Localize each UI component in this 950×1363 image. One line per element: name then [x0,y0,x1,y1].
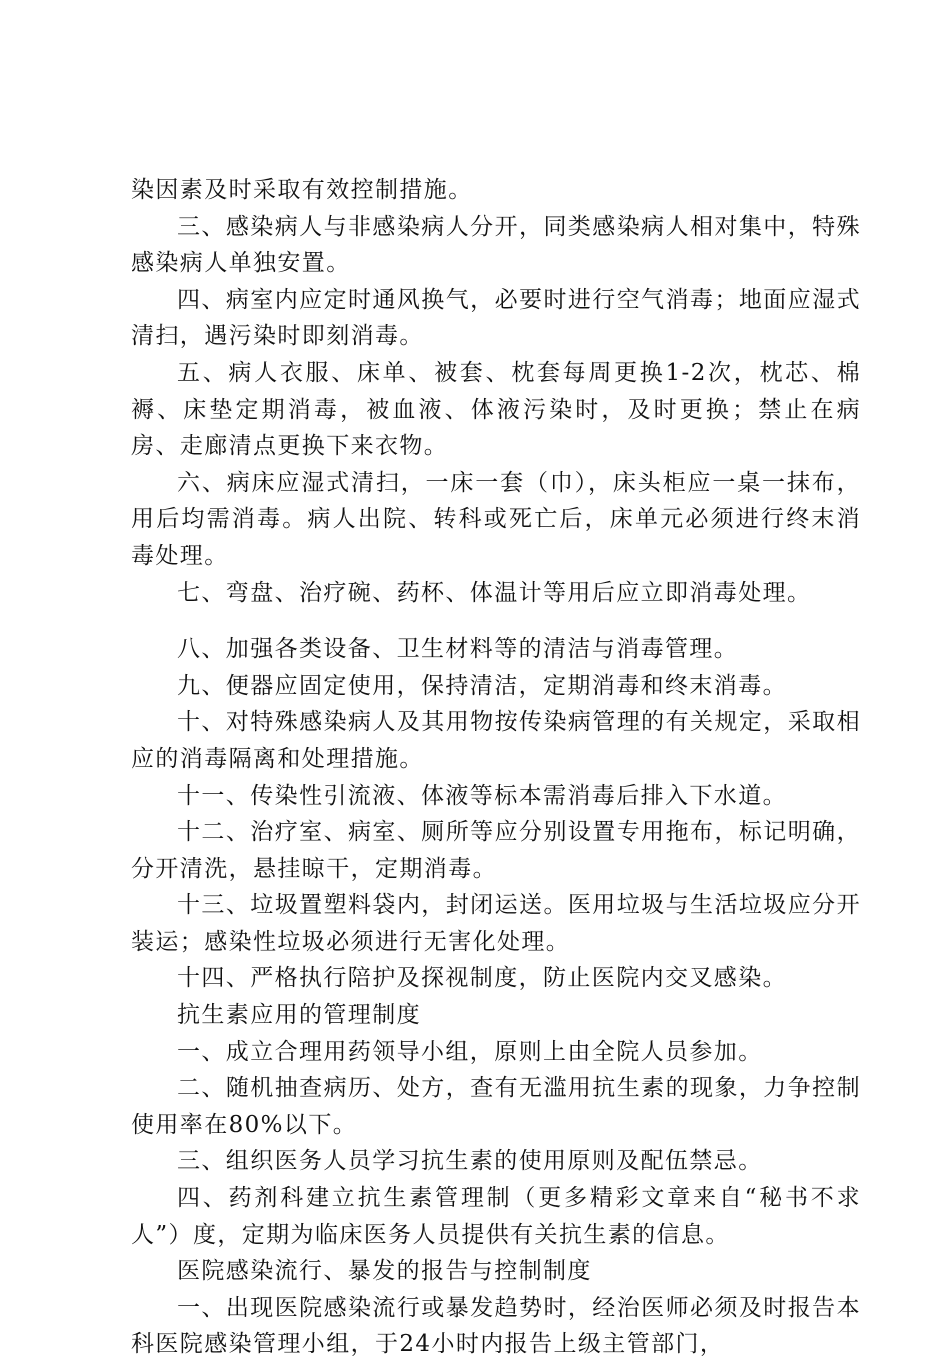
paragraph-item-9: 九、便器应固定使用，保持清洁，定期消毒和终末消毒。 [177,672,787,699]
paragraph-item-8: 八、加强各类设备、卫生材料等的清洁与消毒管理。 [177,636,739,663]
paragraph-item-12: 十二、治疗室、病室、厕所等应分别设置专用拖布，标记明确，分开清洗，悬挂晾干，定期消毒。 [131,819,861,882]
antibiotics-item-4: 四、药剂科建立抗生素管理制（更多精彩文章来自“秘书不求人”）度，定期为临床医务人员提供有关抗生素的信息。 [131,1185,861,1248]
paragraph-item-4: 四、病室内应定时通风换气，必要时进行空气消毒；地面应湿式清扫，遇污染时即刻消毒。 [131,286,861,350]
section-heading-outbreak-report: 医院感染流行、暴发的报告与控制制度 [177,1258,592,1285]
antibiotics-item-2: 二、随机抽查病历、处方，查有无滥用抗生素的现象，力争控制使用率在80%以下。 [131,1075,861,1138]
antibiotics-item-1: 一、成立合理用药领导小组，原则上由全院人员参加。 [177,1038,763,1065]
paragraph-item-13: 十三、垃圾置塑料袋内，封闭运送。医用垃圾与生活垃圾应分开装运；感染性垃圾必须进行无害化处理。 [131,892,861,955]
paragraph-item-10: 十、对特殊感染病人及其用物按传染病管理的有关规定，采取相应的消毒隔离和处理措施。 [131,709,861,772]
paragraph-item-14: 十四、严格执行陪护及探视制度，防止医院内交叉感染。 [177,965,787,992]
section-heading-antibiotics: 抗生素应用的管理制度 [177,1002,421,1029]
paragraph-item-6: 六、病床应湿式清扫，一床一套（巾），床头柜应一桌一抹布，用后均需消毒。病人出院、转科或死亡后，床单元必须进行终末消毒处理。 [131,469,861,569]
antibiotics-item-3: 三、组织医务人员学习抗生素的使用原则及配伍禁忌。 [177,1148,763,1175]
paragraph-item-11: 十一、传染性引流液、体液等标本需消毒后排入下水道。 [177,782,787,809]
outbreak-item-1: 一、出现医院感染流行或暴发趋势时，经治医师必须及时报告本科医院感染管理小组，于24小时内报告上级主管部门， [131,1294,861,1358]
paragraph-continuation: 染因素及时采取有效控制措施。 [131,177,473,203]
paragraph-item-5: 五、病人衣服、床单、被套、枕套每周更换1-2次，枕芯、棉褥、床垫定期消毒，被血液、体液污染时，及时更换；禁止在病房、走廊清点更换下来衣物。 [131,359,861,460]
paragraph-item-3: 三、感染病人与非感染病人分开，同类感染病人相对集中，特殊感染病人单独安置。 [131,213,861,277]
document-body [131,172,861,1363]
paragraph-item-7: 七、弯盘、治疗碗、药杯、体温计等用后应立即消毒处理。 [177,579,812,606]
